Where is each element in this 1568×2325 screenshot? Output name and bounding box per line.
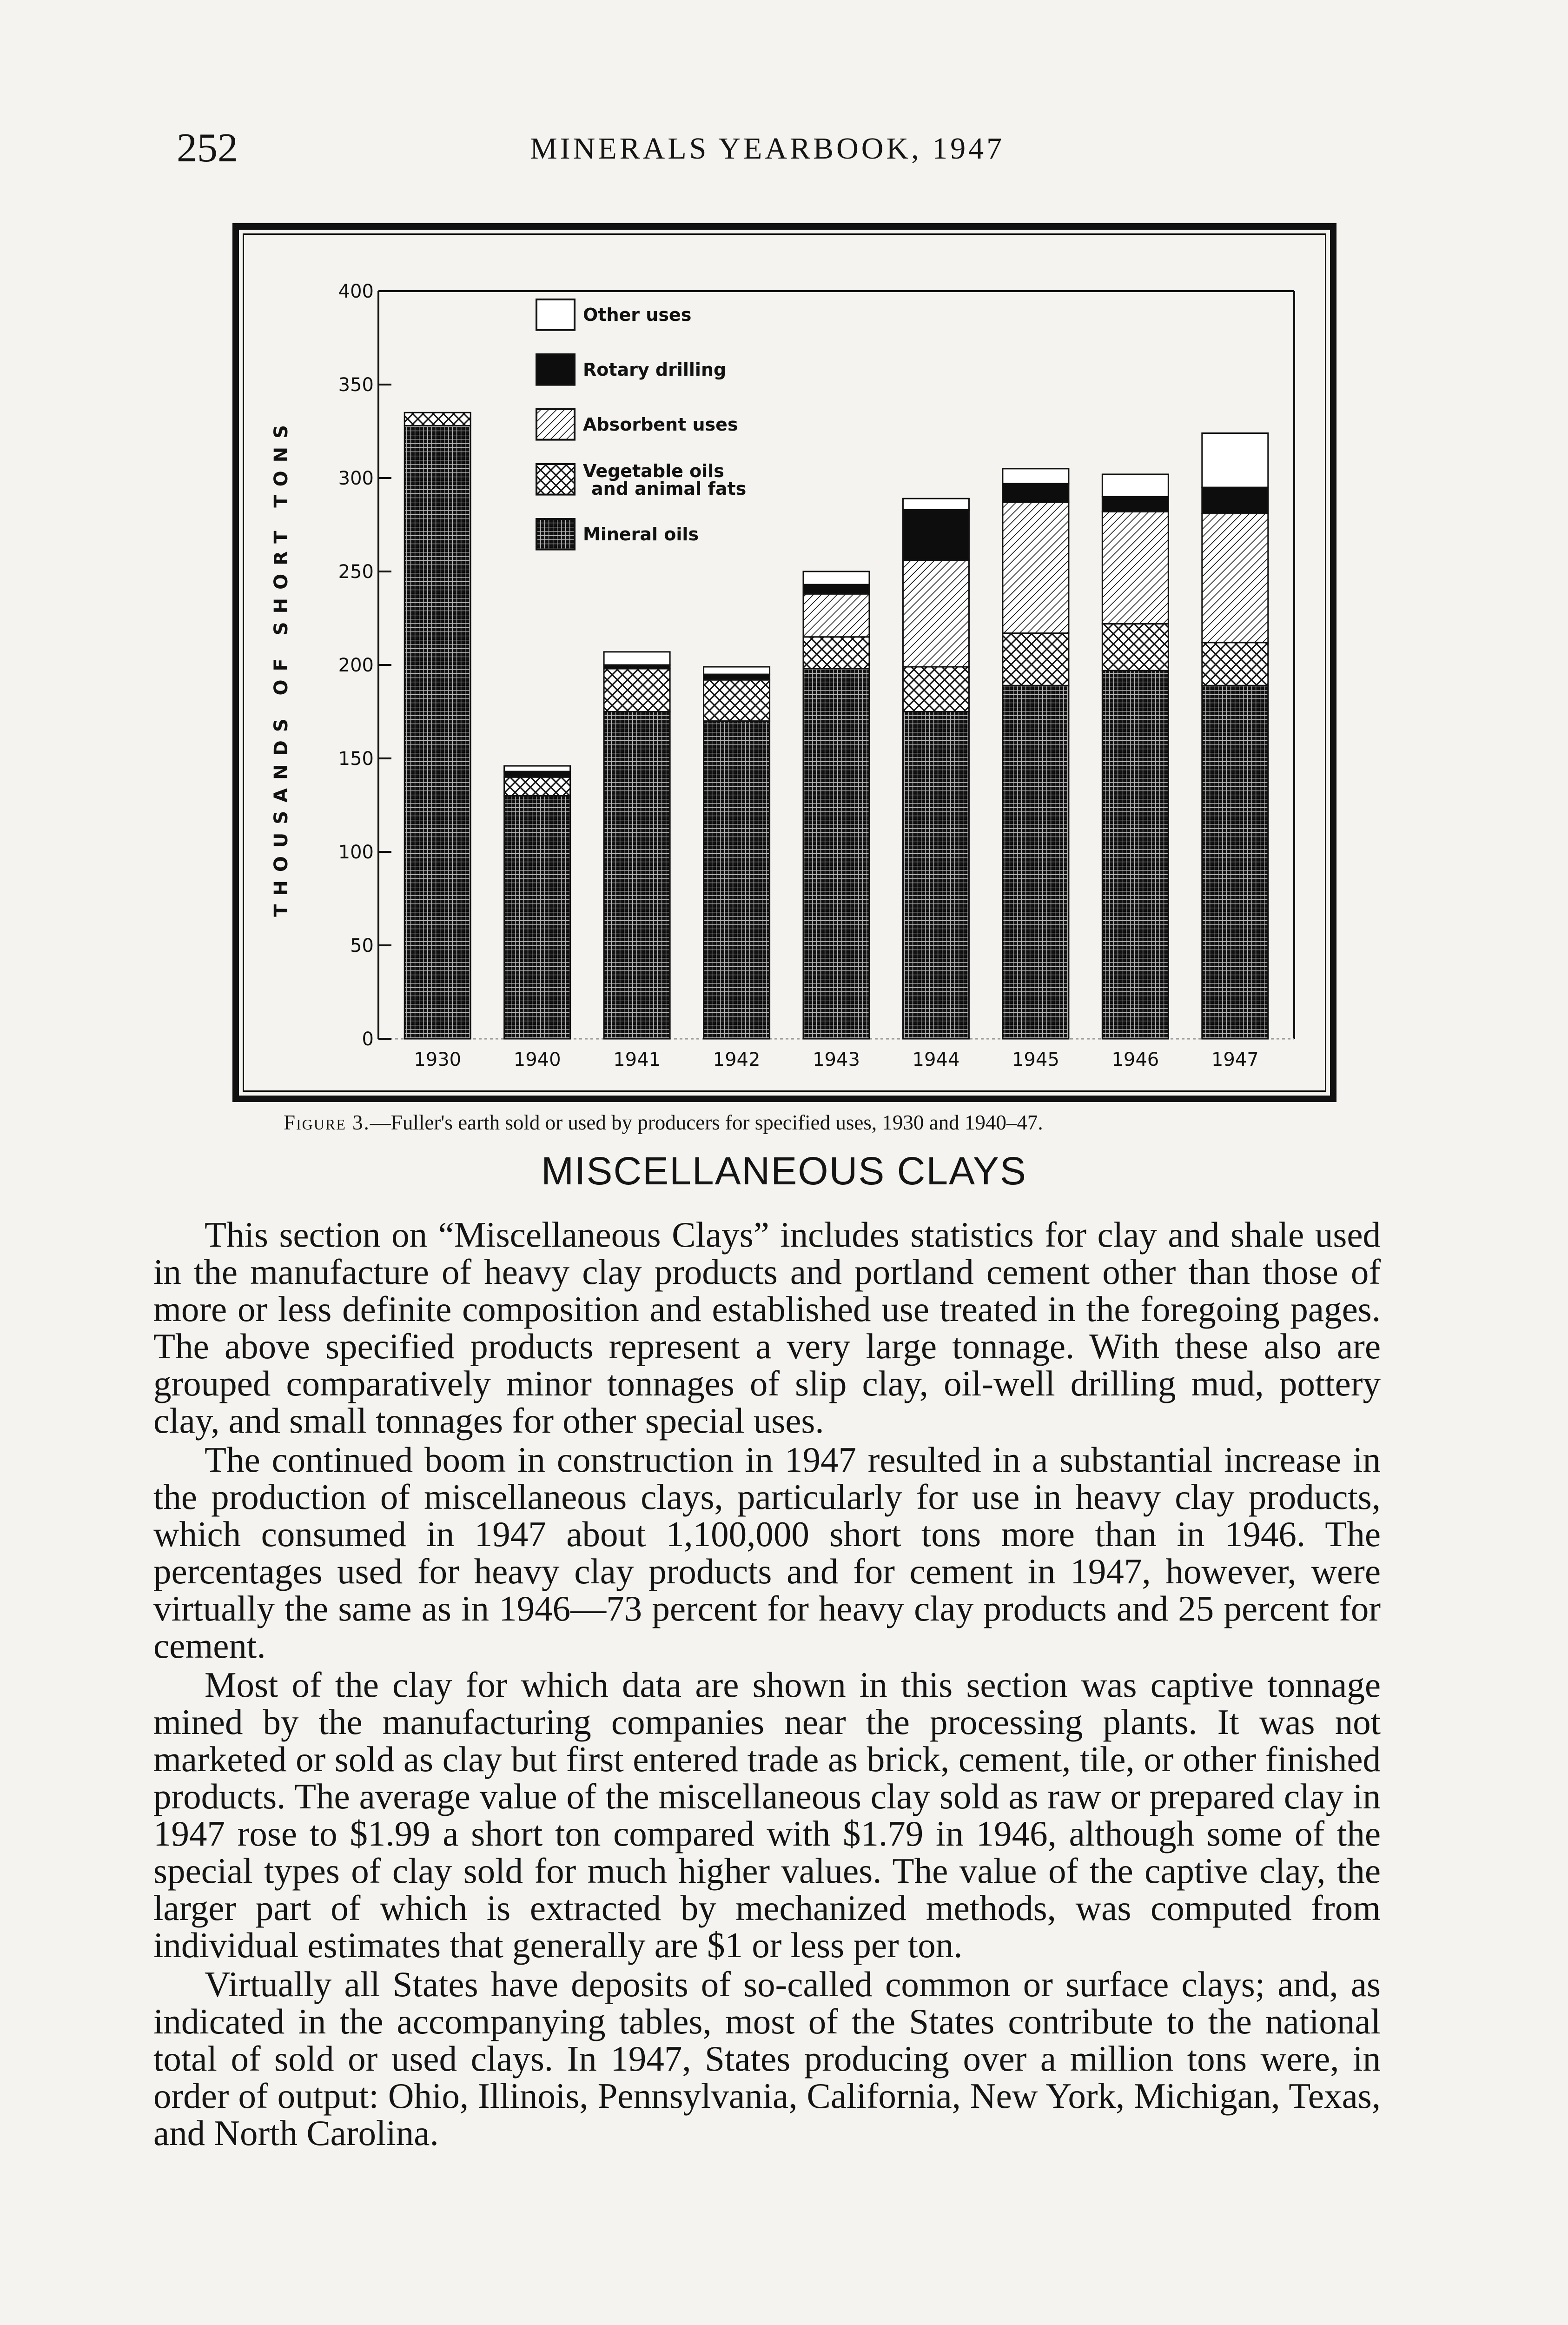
bar-segment-rotary-drilling-1943 — [803, 585, 869, 594]
x-tick-label: 1946 — [1111, 1049, 1159, 1070]
bar-segment-other-uses-1943 — [803, 571, 869, 585]
body-text — [153, 1216, 1381, 2153]
bar-segment-vegetable-oils-and-animal-fats-1930 — [404, 412, 470, 425]
bar-segment-mineral-oils-1941 — [604, 712, 670, 1039]
bar-segment-other-uses-1941 — [604, 652, 670, 665]
y-axis-label: THOUSANDS OF SHORT TONS — [271, 417, 292, 917]
bar-segment-absorbent-uses-1947 — [1202, 513, 1268, 642]
bar-segment-mineral-oils-1943 — [803, 669, 869, 1039]
bar-segment-other-uses-1946 — [1102, 474, 1168, 497]
running-title: MINERALS YEARBOOK, 1947 — [530, 132, 1005, 166]
y-tick-label: 50 — [350, 935, 374, 957]
bar-segment-rotary-drilling-1944 — [903, 510, 969, 560]
bar-segment-vegetable-oils-and-animal-fats-1946 — [1102, 624, 1168, 671]
bar-segment-mineral-oils-1947 — [1202, 685, 1268, 1039]
bar-segment-mineral-oils-1940 — [504, 796, 570, 1039]
bar-segment-mineral-oils-1942 — [704, 721, 770, 1039]
legend-label: Vegetable oils — [583, 461, 724, 481]
x-tick-label: 1940 — [513, 1049, 561, 1070]
bar-segment-mineral-oils-1930 — [404, 425, 470, 1039]
caption-text: —Fuller's earth sold or used by producers for specified uses, 1930 and 1940–47. — [370, 1111, 1043, 1134]
x-tick-label: 1945 — [1012, 1049, 1059, 1070]
running-head — [177, 125, 1385, 176]
bar-segment-rotary-drilling-1942 — [704, 674, 770, 680]
y-tick-label: 100 — [338, 842, 374, 863]
y-tick-label: 250 — [338, 561, 374, 583]
bar-segment-rotary-drilling-1940 — [504, 771, 570, 777]
x-tick-label: 1943 — [813, 1049, 860, 1070]
caption-label: Figure 3. — [284, 1111, 370, 1134]
bar-segment-vegetable-oils-and-animal-fats-1943 — [803, 637, 869, 669]
bar-segment-absorbent-uses-1945 — [1003, 502, 1069, 633]
legend-swatch — [536, 299, 575, 330]
paragraph: Most of the clay for which data are shown in this section was captive tonnage mined by the manufacturing companies near the processing plants. It was not marketed or sold as clay but first entered trade as brick, cement, tile, or other finished products. The average value of the miscellaneous clay sold as raw or prepared clay in 1947 rose to $1.99 a short ton compared with $1.79 in 1946, although some of the special types of clay sold for much higher values. The value of the captive clay, the larger part of which is extracted by mechanized methods, was computed from individual estimates that generally are $1 or less per ton. — [153, 1665, 1381, 1965]
figure-frame — [232, 223, 1336, 1102]
bar-segment-rotary-drilling-1945 — [1003, 484, 1069, 502]
bar-segment-vegetable-oils-and-animal-fats-1942 — [704, 680, 770, 721]
bar-segment-absorbent-uses-1943 — [803, 594, 869, 637]
page-number: 252 — [177, 126, 238, 171]
bar-segment-other-uses-1942 — [704, 667, 770, 674]
section-title: MISCELLANEOUS CLAYS — [541, 1149, 1027, 1193]
legend-label: Absorbent uses — [583, 414, 738, 435]
y-tick-label: 0 — [362, 1029, 374, 1050]
legend-swatch — [536, 409, 575, 440]
x-tick-label: 1941 — [613, 1049, 661, 1070]
paragraph: The continued boom in construction in 1947 resulted in a substantial increase in the production of miscellaneous clays, particularly for use in heavy clay products, which consumed in 1947 about 1,100,000 short tons more than in 1946. The percentages used for heavy clay products and for cement in 1947, however, were virtually the same as in 1946—73 percent for heavy clay products and 25 percent for cement. — [153, 1440, 1381, 1666]
legend-label: Mineral oils — [583, 524, 699, 545]
bar-segment-absorbent-uses-1946 — [1102, 512, 1168, 624]
legend-swatch — [536, 464, 575, 495]
bar-segment-mineral-oils-1946 — [1102, 671, 1168, 1039]
y-tick-label: 150 — [338, 748, 374, 770]
x-tick-label: 1930 — [414, 1049, 462, 1070]
bar-segment-rotary-drilling-1946 — [1102, 497, 1168, 512]
bar-segment-rotary-drilling-1947 — [1202, 487, 1268, 513]
bar-segment-absorbent-uses-1944 — [903, 560, 969, 667]
legend-label: Other uses — [583, 305, 692, 325]
bar-segment-vegetable-oils-and-animal-fats-1944 — [903, 667, 969, 711]
paragraph: This section on “Miscellaneous Clays” includes statistics for clay and shale used in the manufacture of heavy clay products and portland cement other than those of more or less definite composition and established use treated in the foregoing pages. The above specified products represent a very large tonnage. With these also are grouped comparatively minor tonnages of slip clay, oil-well drilling mud, pottery clay, and small tonnages for other special uses. — [153, 1215, 1381, 1441]
bar-segment-other-uses-1944 — [903, 498, 969, 510]
legend-swatch — [536, 519, 575, 550]
y-tick-label: 200 — [338, 655, 374, 676]
bar-segment-other-uses-1945 — [1003, 469, 1069, 484]
x-tick-label: 1947 — [1211, 1049, 1259, 1070]
bar-segment-vegetable-oils-and-animal-fats-1947 — [1202, 643, 1268, 685]
y-tick-label: 350 — [338, 374, 374, 396]
x-tick-label: 1944 — [912, 1049, 960, 1070]
y-tick-label: 400 — [338, 281, 374, 302]
legend-label: Rotary drilling — [583, 359, 727, 380]
legend-swatch — [536, 354, 575, 385]
legend-label-line2: and animal fats — [591, 478, 747, 499]
bar-segment-vegetable-oils-and-animal-fats-1945 — [1003, 633, 1069, 686]
bar-segment-vegetable-oils-and-animal-fats-1941 — [604, 669, 670, 711]
figure-caption — [284, 1110, 1343, 1135]
bar-segment-vegetable-oils-and-animal-fats-1940 — [504, 777, 570, 796]
bar-segment-other-uses-1940 — [504, 766, 570, 771]
bar-segment-mineral-oils-1944 — [903, 712, 969, 1039]
bar-segment-other-uses-1947 — [1202, 433, 1268, 488]
x-tick-label: 1942 — [713, 1049, 761, 1070]
stacked-bar-chart — [239, 230, 1330, 1096]
paragraph: Virtually all States have deposits of so-called common or surface clays; and, as indicated in the accompanying tables, most of the States contribute to the national total of sold or used clays. In 1947, States producing over a million tons were, in order of output: Ohio, Illinois, Pennsylvania, California, New York, Michigan, Texas, and North Carolina. — [153, 1964, 1381, 2153]
y-tick-label: 300 — [338, 468, 374, 489]
bar-segment-mineral-oils-1945 — [1003, 685, 1069, 1039]
